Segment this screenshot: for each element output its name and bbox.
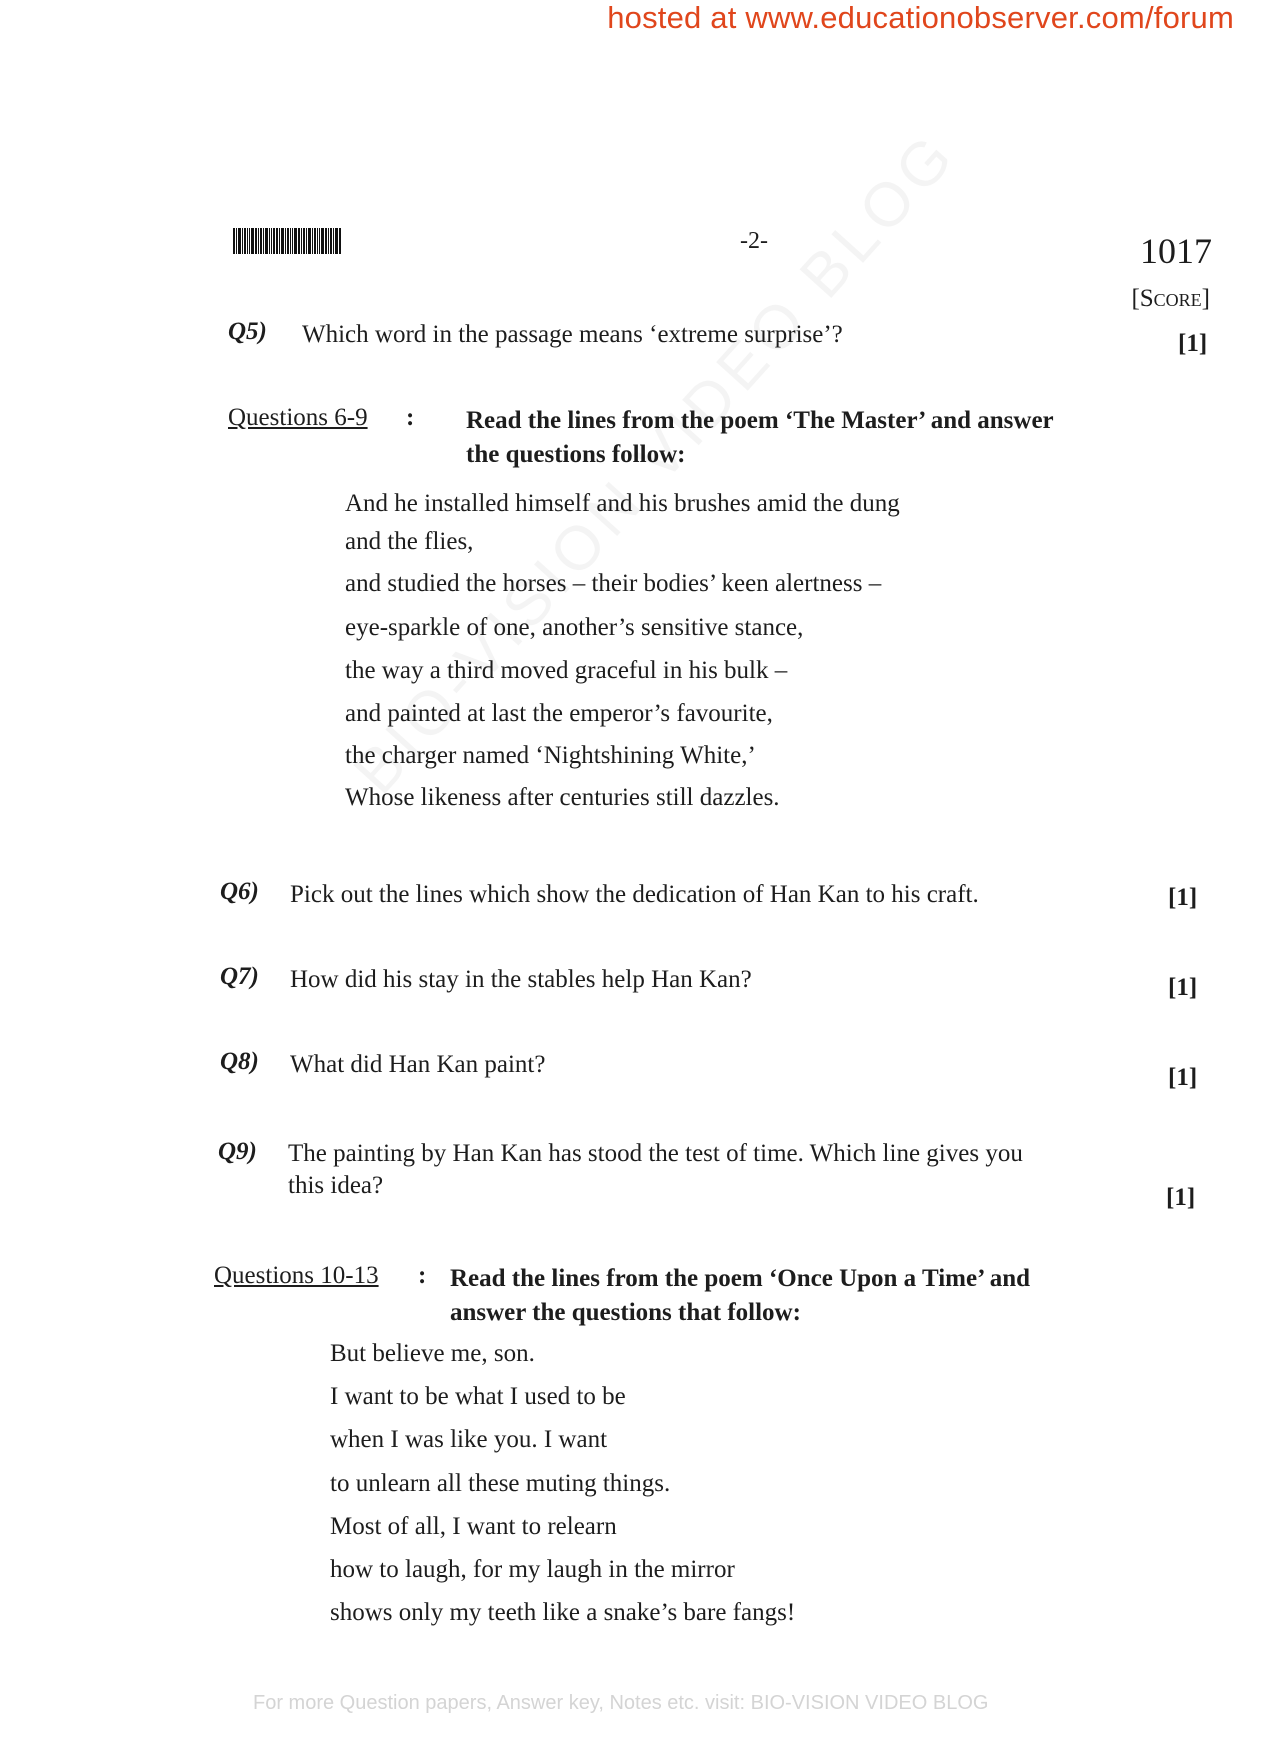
question-6 (220, 878, 1140, 918)
mark-q5: [1] (1178, 330, 1208, 357)
question-number: Q6) (220, 878, 259, 905)
poem-line: and the flies, (345, 528, 474, 555)
section-colon: : (406, 404, 415, 431)
question-9 (218, 1138, 1138, 1213)
footer-note: For more Question papers, Answer key, Notes etc. visit: BIO-VISION VIDEO BLOG (253, 1692, 989, 1714)
question-5 (228, 318, 1128, 358)
mark-q7: [1] (1168, 974, 1198, 1001)
poem-line: I want to be what I used to be (330, 1383, 626, 1410)
section-heading-10-13 (214, 1262, 1174, 1342)
question-7 (220, 963, 1140, 1003)
question-text: Which word in the passage means ‘extreme surprise’? (302, 321, 843, 348)
mark-q9: [1] (1166, 1184, 1196, 1211)
page-number: -2- (740, 228, 768, 254)
question-number: Q8) (220, 1048, 259, 1075)
question-text (288, 1138, 1023, 1202)
question-number: Q5) (228, 318, 267, 345)
instruction-line: Read the lines from the poem ‘Once Upon a Time’ and (450, 1265, 1031, 1292)
poem-line: when I was like you. I want (330, 1426, 608, 1453)
question-text: Pick out the lines which show the dedication of Han Kan to his craft. (290, 881, 979, 908)
poem-line: But believe me, son. (330, 1340, 535, 1367)
question-text: What did Han Kan paint? (290, 1051, 546, 1078)
barcode (233, 228, 383, 254)
hosted-banner: hosted at www.educationobserver.com/forum (607, 0, 1234, 35)
poem-once-upon-a-time (330, 1340, 1030, 1640)
instruction-line: the questions follow: (466, 441, 686, 468)
mark-q6: [1] (1168, 884, 1198, 911)
question-line: The painting by Han Kan has stood the test of time. Which line gives you (288, 1140, 1023, 1167)
poem-line: eye-sparkle of one, another’s sensitive stance, (345, 614, 804, 641)
question-number: Q9) (218, 1138, 257, 1165)
poem-line: and studied the horses – their bodies’ keen alertness – (345, 570, 882, 597)
poem-line: shows only my teeth like a snake’s bare fangs! (330, 1599, 796, 1626)
instruction-line: answer the questions that follow: (450, 1299, 801, 1326)
poem-line: and painted at last the emperor’s favourite, (345, 700, 773, 727)
poem-line: Whose likeness after centuries still dazzles. (345, 784, 780, 811)
section-colon: : (418, 1262, 427, 1289)
poem-line: the charger named ‘Nightshining White,’ (345, 742, 756, 769)
question-line: this idea? (288, 1172, 384, 1199)
question-8 (220, 1048, 1140, 1088)
paper-code: 1017 (1140, 231, 1212, 271)
question-text: How did his stay in the stables help Han Kan? (290, 966, 752, 993)
poem-line: how to laugh, for my laugh in the mirror (330, 1556, 735, 1583)
score-header: [Score] (1131, 285, 1210, 312)
section-instruction (450, 1262, 1150, 1330)
mark-q8: [1] (1168, 1064, 1198, 1091)
question-number: Q7) (220, 963, 259, 990)
poem-line: Most of all, I want to relearn (330, 1513, 617, 1540)
section-label: Questions 10-13 (214, 1262, 379, 1289)
poem-line: to unlearn all these muting things. (330, 1470, 671, 1497)
section-instruction (466, 404, 1166, 472)
instruction-line: Read the lines from the poem ‘The Master’ and answer (466, 407, 1054, 434)
poem-line: And he installed himself and his brushes amid the dung (345, 490, 900, 517)
poem-line: the way a third moved graceful in his bulk – (345, 657, 788, 684)
section-label: Questions 6-9 (228, 404, 368, 431)
